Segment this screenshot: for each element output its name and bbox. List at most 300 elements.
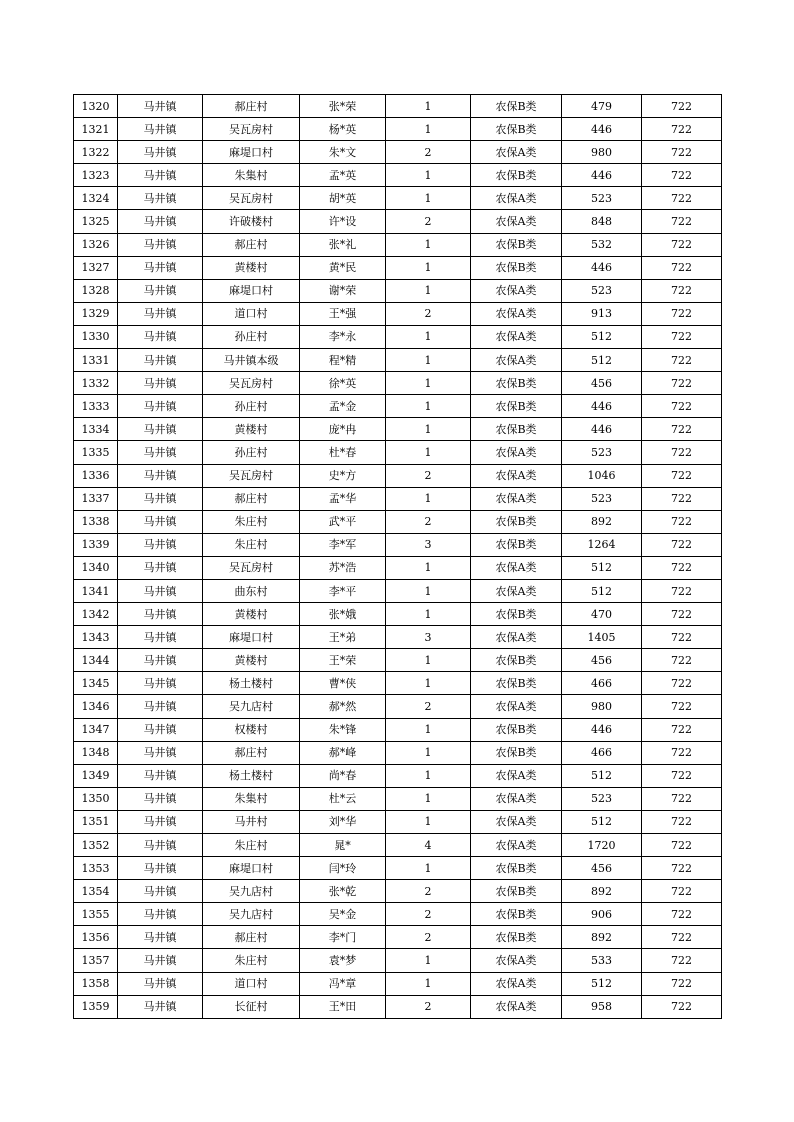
cell-town: 马井镇 xyxy=(118,95,203,118)
cell-standard: 722 xyxy=(642,880,722,903)
cell-standard: 722 xyxy=(642,233,722,256)
cell-town: 马井镇 xyxy=(118,718,203,741)
cell-row-number: 1322 xyxy=(74,141,118,164)
cell-insurance-category: 农保A类 xyxy=(471,995,562,1018)
cell-household-count: 1 xyxy=(386,164,471,187)
cell-household-count: 2 xyxy=(386,141,471,164)
cell-row-number: 1345 xyxy=(74,672,118,695)
cell-village: 曲东村 xyxy=(203,579,300,602)
cell-village: 杨土楼村 xyxy=(203,672,300,695)
cell-person-name: 胡*英 xyxy=(300,187,386,210)
cell-amount: 523 xyxy=(562,787,642,810)
cell-insurance-category: 农保A类 xyxy=(471,787,562,810)
cell-insurance-category: 农保A类 xyxy=(471,810,562,833)
cell-row-number: 1331 xyxy=(74,349,118,372)
cell-standard: 722 xyxy=(642,141,722,164)
cell-household-count: 1 xyxy=(386,95,471,118)
cell-village: 麻堤口村 xyxy=(203,279,300,302)
cell-standard: 722 xyxy=(642,810,722,833)
cell-village: 麻堤口村 xyxy=(203,626,300,649)
cell-town: 马井镇 xyxy=(118,787,203,810)
cell-household-count: 1 xyxy=(386,764,471,787)
table-row xyxy=(74,210,722,233)
table-row xyxy=(74,141,722,164)
cell-village: 吴九店村 xyxy=(203,880,300,903)
cell-village: 朱庄村 xyxy=(203,510,300,533)
cell-household-count: 1 xyxy=(386,579,471,602)
cell-person-name: 张*乾 xyxy=(300,880,386,903)
cell-person-name: 尚*春 xyxy=(300,764,386,787)
cell-town: 马井镇 xyxy=(118,349,203,372)
data-table xyxy=(73,94,722,1019)
cell-insurance-category: 农保B类 xyxy=(471,672,562,695)
cell-town: 马井镇 xyxy=(118,372,203,395)
cell-row-number: 1328 xyxy=(74,279,118,302)
table-row xyxy=(74,903,722,926)
cell-person-name: 王*弟 xyxy=(300,626,386,649)
cell-row-number: 1355 xyxy=(74,903,118,926)
cell-amount: 913 xyxy=(562,302,642,325)
cell-household-count: 1 xyxy=(386,441,471,464)
cell-town: 马井镇 xyxy=(118,464,203,487)
cell-person-name: 李*永 xyxy=(300,325,386,348)
cell-standard: 722 xyxy=(642,649,722,672)
table-row xyxy=(74,741,722,764)
cell-insurance-category: 农保A类 xyxy=(471,695,562,718)
cell-row-number: 1324 xyxy=(74,187,118,210)
cell-row-number: 1330 xyxy=(74,325,118,348)
cell-town: 马井镇 xyxy=(118,418,203,441)
cell-town: 马井镇 xyxy=(118,603,203,626)
table-row xyxy=(74,349,722,372)
cell-standard: 722 xyxy=(642,741,722,764)
cell-household-count: 1 xyxy=(386,118,471,141)
cell-row-number: 1332 xyxy=(74,372,118,395)
table-row xyxy=(74,256,722,279)
cell-row-number: 1329 xyxy=(74,302,118,325)
cell-town: 马井镇 xyxy=(118,187,203,210)
cell-household-count: 1 xyxy=(386,233,471,256)
table-row xyxy=(74,95,722,118)
cell-person-name: 杨*英 xyxy=(300,118,386,141)
cell-amount: 980 xyxy=(562,141,642,164)
cell-amount: 512 xyxy=(562,764,642,787)
cell-amount: 533 xyxy=(562,949,642,972)
cell-row-number: 1320 xyxy=(74,95,118,118)
cell-town: 马井镇 xyxy=(118,141,203,164)
cell-village: 权楼村 xyxy=(203,718,300,741)
cell-standard: 722 xyxy=(642,372,722,395)
table-row xyxy=(74,325,722,348)
cell-village: 黄楼村 xyxy=(203,603,300,626)
cell-village: 吴瓦房村 xyxy=(203,464,300,487)
cell-insurance-category: 农保B类 xyxy=(471,718,562,741)
cell-household-count: 1 xyxy=(386,395,471,418)
cell-person-name: 曹*侠 xyxy=(300,672,386,695)
table-row xyxy=(74,556,722,579)
cell-person-name: 李*平 xyxy=(300,579,386,602)
cell-person-name: 黄*民 xyxy=(300,256,386,279)
cell-insurance-category: 农保B类 xyxy=(471,510,562,533)
cell-village: 吴瓦房村 xyxy=(203,187,300,210)
cell-row-number: 1336 xyxy=(74,464,118,487)
cell-village: 郝庄村 xyxy=(203,233,300,256)
cell-insurance-category: 农保B类 xyxy=(471,903,562,926)
cell-town: 马井镇 xyxy=(118,395,203,418)
cell-row-number: 1350 xyxy=(74,787,118,810)
cell-person-name: 孟*华 xyxy=(300,487,386,510)
cell-village: 黄楼村 xyxy=(203,256,300,279)
cell-person-name: 程*精 xyxy=(300,349,386,372)
cell-person-name: 李*军 xyxy=(300,533,386,556)
cell-person-name: 闫*玲 xyxy=(300,857,386,880)
table-row xyxy=(74,764,722,787)
cell-row-number: 1325 xyxy=(74,210,118,233)
cell-standard: 722 xyxy=(642,464,722,487)
cell-household-count: 1 xyxy=(386,949,471,972)
cell-town: 马井镇 xyxy=(118,118,203,141)
cell-village: 孙庄村 xyxy=(203,325,300,348)
cell-village: 黄楼村 xyxy=(203,649,300,672)
cell-person-name: 王*田 xyxy=(300,995,386,1018)
cell-town: 马井镇 xyxy=(118,279,203,302)
cell-insurance-category: 农保A类 xyxy=(471,626,562,649)
cell-household-count: 2 xyxy=(386,880,471,903)
cell-village: 道口村 xyxy=(203,302,300,325)
cell-insurance-category: 农保B类 xyxy=(471,233,562,256)
table-row xyxy=(74,995,722,1018)
cell-town: 马井镇 xyxy=(118,834,203,857)
cell-row-number: 1327 xyxy=(74,256,118,279)
cell-village: 道口村 xyxy=(203,972,300,995)
cell-amount: 906 xyxy=(562,903,642,926)
cell-household-count: 1 xyxy=(386,741,471,764)
cell-row-number: 1358 xyxy=(74,972,118,995)
cell-standard: 722 xyxy=(642,926,722,949)
cell-insurance-category: 农保B类 xyxy=(471,395,562,418)
cell-standard: 722 xyxy=(642,903,722,926)
table-row xyxy=(74,279,722,302)
cell-town: 马井镇 xyxy=(118,164,203,187)
cell-household-count: 1 xyxy=(386,279,471,302)
cell-person-name: 郝*然 xyxy=(300,695,386,718)
cell-amount: 456 xyxy=(562,372,642,395)
cell-amount: 523 xyxy=(562,187,642,210)
cell-standard: 722 xyxy=(642,556,722,579)
cell-standard: 722 xyxy=(642,487,722,510)
cell-household-count: 1 xyxy=(386,718,471,741)
cell-amount: 446 xyxy=(562,418,642,441)
cell-town: 马井镇 xyxy=(118,579,203,602)
cell-village: 孙庄村 xyxy=(203,395,300,418)
cell-row-number: 1353 xyxy=(74,857,118,880)
table-row xyxy=(74,949,722,972)
table-row xyxy=(74,510,722,533)
cell-person-name: 李*门 xyxy=(300,926,386,949)
cell-village: 马井村 xyxy=(203,810,300,833)
cell-insurance-category: 农保A类 xyxy=(471,464,562,487)
cell-town: 马井镇 xyxy=(118,972,203,995)
table-row xyxy=(74,418,722,441)
cell-town: 马井镇 xyxy=(118,672,203,695)
cell-row-number: 1351 xyxy=(74,810,118,833)
cell-town: 马井镇 xyxy=(118,695,203,718)
cell-insurance-category: 农保A类 xyxy=(471,441,562,464)
cell-row-number: 1341 xyxy=(74,579,118,602)
cell-row-number: 1349 xyxy=(74,764,118,787)
cell-row-number: 1333 xyxy=(74,395,118,418)
table-row xyxy=(74,533,722,556)
cell-insurance-category: 农保A类 xyxy=(471,487,562,510)
cell-person-name: 晁* xyxy=(300,834,386,857)
cell-amount: 456 xyxy=(562,649,642,672)
cell-row-number: 1344 xyxy=(74,649,118,672)
cell-person-name: 苏*浩 xyxy=(300,556,386,579)
cell-insurance-category: 农保B类 xyxy=(471,603,562,626)
cell-household-count: 1 xyxy=(386,372,471,395)
cell-village: 马井镇本级 xyxy=(203,349,300,372)
cell-amount: 512 xyxy=(562,556,642,579)
cell-row-number: 1347 xyxy=(74,718,118,741)
cell-village: 郝庄村 xyxy=(203,95,300,118)
cell-insurance-category: 农保A类 xyxy=(471,834,562,857)
cell-village: 吴瓦房村 xyxy=(203,118,300,141)
cell-household-count: 1 xyxy=(386,187,471,210)
cell-standard: 722 xyxy=(642,695,722,718)
cell-insurance-category: 农保A类 xyxy=(471,325,562,348)
cell-insurance-category: 农保B类 xyxy=(471,533,562,556)
cell-insurance-category: 农保A类 xyxy=(471,210,562,233)
cell-town: 马井镇 xyxy=(118,487,203,510)
cell-amount: 892 xyxy=(562,880,642,903)
cell-amount: 512 xyxy=(562,579,642,602)
cell-household-count: 1 xyxy=(386,256,471,279)
cell-standard: 722 xyxy=(642,787,722,810)
cell-household-count: 1 xyxy=(386,649,471,672)
cell-insurance-category: 农保B类 xyxy=(471,95,562,118)
cell-household-count: 2 xyxy=(386,210,471,233)
cell-household-count: 1 xyxy=(386,972,471,995)
cell-town: 马井镇 xyxy=(118,926,203,949)
table-row xyxy=(74,972,722,995)
cell-town: 马井镇 xyxy=(118,857,203,880)
cell-village: 许破楼村 xyxy=(203,210,300,233)
cell-insurance-category: 农保A类 xyxy=(471,302,562,325)
cell-household-count: 1 xyxy=(386,810,471,833)
cell-person-name: 张*礼 xyxy=(300,233,386,256)
cell-insurance-category: 农保B类 xyxy=(471,164,562,187)
cell-amount: 446 xyxy=(562,164,642,187)
cell-household-count: 2 xyxy=(386,926,471,949)
table-row xyxy=(74,395,722,418)
table-row xyxy=(74,233,722,256)
table-row xyxy=(74,834,722,857)
cell-household-count: 1 xyxy=(386,349,471,372)
cell-person-name: 王*荣 xyxy=(300,649,386,672)
cell-household-count: 1 xyxy=(386,787,471,810)
cell-standard: 722 xyxy=(642,279,722,302)
cell-village: 郝庄村 xyxy=(203,926,300,949)
cell-amount: 1264 xyxy=(562,533,642,556)
cell-person-name: 庞*冉 xyxy=(300,418,386,441)
cell-village: 朱庄村 xyxy=(203,533,300,556)
cell-amount: 512 xyxy=(562,972,642,995)
cell-standard: 722 xyxy=(642,718,722,741)
cell-town: 马井镇 xyxy=(118,810,203,833)
table-row xyxy=(74,164,722,187)
table-row xyxy=(74,441,722,464)
cell-village: 朱庄村 xyxy=(203,949,300,972)
cell-household-count: 2 xyxy=(386,695,471,718)
table-row xyxy=(74,487,722,510)
cell-town: 马井镇 xyxy=(118,880,203,903)
cell-village: 麻堤口村 xyxy=(203,141,300,164)
cell-town: 马井镇 xyxy=(118,441,203,464)
cell-amount: 456 xyxy=(562,857,642,880)
table-row xyxy=(74,603,722,626)
cell-amount: 466 xyxy=(562,741,642,764)
cell-village: 吴瓦房村 xyxy=(203,372,300,395)
table-row xyxy=(74,718,722,741)
cell-town: 马井镇 xyxy=(118,233,203,256)
cell-insurance-category: 农保B类 xyxy=(471,880,562,903)
cell-insurance-category: 农保B类 xyxy=(471,372,562,395)
cell-person-name: 吴*金 xyxy=(300,903,386,926)
cell-town: 马井镇 xyxy=(118,256,203,279)
cell-insurance-category: 农保A类 xyxy=(471,279,562,302)
cell-household-count: 1 xyxy=(386,672,471,695)
cell-person-name: 杜*春 xyxy=(300,441,386,464)
cell-village: 麻堤口村 xyxy=(203,857,300,880)
cell-standard: 722 xyxy=(642,118,722,141)
cell-insurance-category: 农保A类 xyxy=(471,187,562,210)
cell-standard: 722 xyxy=(642,533,722,556)
table-body xyxy=(74,95,722,1019)
cell-village: 吴瓦房村 xyxy=(203,556,300,579)
cell-standard: 722 xyxy=(642,164,722,187)
cell-standard: 722 xyxy=(642,302,722,325)
cell-standard: 722 xyxy=(642,764,722,787)
cell-town: 马井镇 xyxy=(118,210,203,233)
cell-household-count: 1 xyxy=(386,325,471,348)
cell-person-name: 刘*华 xyxy=(300,810,386,833)
cell-row-number: 1335 xyxy=(74,441,118,464)
cell-standard: 722 xyxy=(642,603,722,626)
cell-standard: 722 xyxy=(642,418,722,441)
cell-person-name: 张*荣 xyxy=(300,95,386,118)
cell-village: 长征村 xyxy=(203,995,300,1018)
cell-amount: 892 xyxy=(562,926,642,949)
cell-person-name: 朱*文 xyxy=(300,141,386,164)
table-row xyxy=(74,372,722,395)
cell-household-count: 2 xyxy=(386,510,471,533)
cell-amount: 1405 xyxy=(562,626,642,649)
table-row xyxy=(74,787,722,810)
cell-standard: 722 xyxy=(642,441,722,464)
table-row xyxy=(74,926,722,949)
cell-standard: 722 xyxy=(642,834,722,857)
cell-village: 吴九店村 xyxy=(203,903,300,926)
cell-amount: 532 xyxy=(562,233,642,256)
cell-person-name: 郝*峰 xyxy=(300,741,386,764)
cell-household-count: 2 xyxy=(386,995,471,1018)
cell-amount: 512 xyxy=(562,325,642,348)
cell-standard: 722 xyxy=(642,972,722,995)
cell-amount: 523 xyxy=(562,441,642,464)
table-row xyxy=(74,187,722,210)
cell-insurance-category: 农保A类 xyxy=(471,141,562,164)
cell-person-name: 许*设 xyxy=(300,210,386,233)
cell-row-number: 1356 xyxy=(74,926,118,949)
cell-standard: 722 xyxy=(642,256,722,279)
cell-row-number: 1343 xyxy=(74,626,118,649)
cell-insurance-category: 农保A类 xyxy=(471,949,562,972)
cell-insurance-category: 农保B类 xyxy=(471,418,562,441)
cell-amount: 446 xyxy=(562,118,642,141)
cell-row-number: 1323 xyxy=(74,164,118,187)
cell-town: 马井镇 xyxy=(118,325,203,348)
cell-town: 马井镇 xyxy=(118,995,203,1018)
cell-amount: 446 xyxy=(562,256,642,279)
cell-standard: 722 xyxy=(642,672,722,695)
cell-village: 朱庄村 xyxy=(203,834,300,857)
cell-village: 朱集村 xyxy=(203,164,300,187)
cell-household-count: 3 xyxy=(386,626,471,649)
cell-standard: 722 xyxy=(642,210,722,233)
cell-household-count: 1 xyxy=(386,418,471,441)
cell-standard: 722 xyxy=(642,857,722,880)
cell-standard: 722 xyxy=(642,626,722,649)
cell-row-number: 1338 xyxy=(74,510,118,533)
cell-person-name: 张*娥 xyxy=(300,603,386,626)
cell-amount: 892 xyxy=(562,510,642,533)
table-row xyxy=(74,857,722,880)
cell-amount: 512 xyxy=(562,349,642,372)
table-row xyxy=(74,810,722,833)
cell-standard: 722 xyxy=(642,579,722,602)
cell-insurance-category: 农保B类 xyxy=(471,741,562,764)
cell-household-count: 3 xyxy=(386,533,471,556)
cell-standard: 722 xyxy=(642,187,722,210)
cell-row-number: 1357 xyxy=(74,949,118,972)
cell-village: 郝庄村 xyxy=(203,741,300,764)
cell-row-number: 1342 xyxy=(74,603,118,626)
cell-village: 吴九店村 xyxy=(203,695,300,718)
table-row xyxy=(74,880,722,903)
cell-amount: 470 xyxy=(562,603,642,626)
cell-insurance-category: 农保B类 xyxy=(471,256,562,279)
cell-row-number: 1334 xyxy=(74,418,118,441)
cell-person-name: 谢*荣 xyxy=(300,279,386,302)
cell-amount: 958 xyxy=(562,995,642,1018)
cell-amount: 980 xyxy=(562,695,642,718)
cell-household-count: 2 xyxy=(386,302,471,325)
cell-standard: 722 xyxy=(642,995,722,1018)
cell-village: 朱集村 xyxy=(203,787,300,810)
cell-insurance-category: 农保B类 xyxy=(471,926,562,949)
cell-row-number: 1346 xyxy=(74,695,118,718)
cell-household-count: 4 xyxy=(386,834,471,857)
cell-amount: 512 xyxy=(562,810,642,833)
cell-person-name: 武*平 xyxy=(300,510,386,533)
cell-amount: 446 xyxy=(562,718,642,741)
cell-row-number: 1321 xyxy=(74,118,118,141)
cell-town: 马井镇 xyxy=(118,949,203,972)
cell-household-count: 2 xyxy=(386,464,471,487)
cell-row-number: 1359 xyxy=(74,995,118,1018)
cell-town: 马井镇 xyxy=(118,556,203,579)
cell-insurance-category: 农保A类 xyxy=(471,349,562,372)
